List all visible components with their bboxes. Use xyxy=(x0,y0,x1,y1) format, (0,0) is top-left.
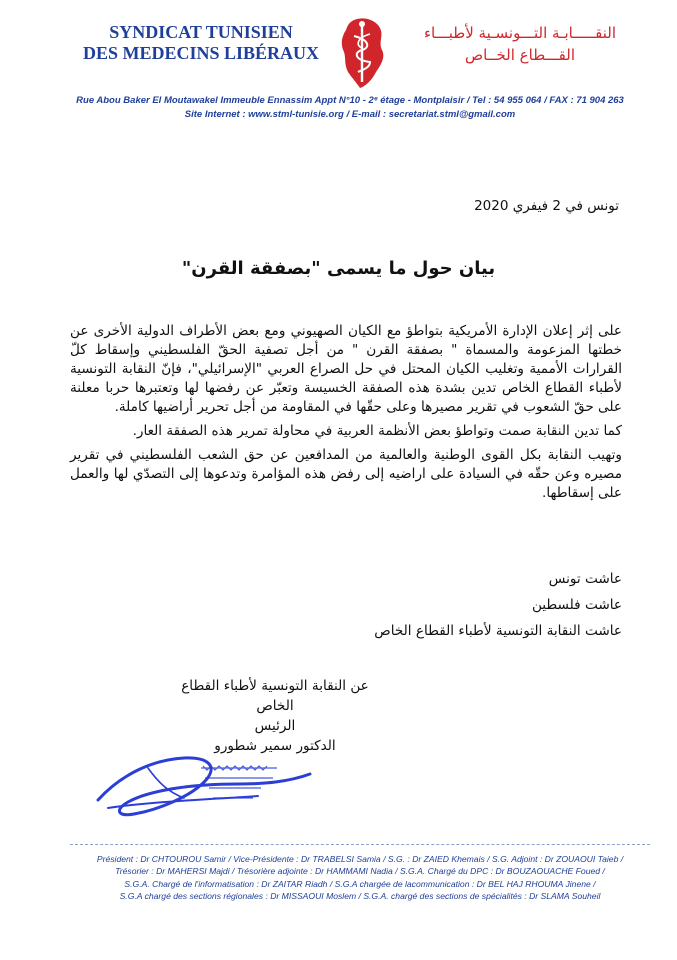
slogans-list xyxy=(374,566,622,644)
letter-date: تونس في 2 فيفري 2020 xyxy=(474,198,619,214)
footer-line-1: Président : Dr CHTOUROU Samir / Vice-Présidente : Dr TRABELSI Samia / S.G. : Dr ZAIED Khemais / S.G. Adjoint : Dr ZOUAOUI Taieb / xyxy=(96,854,624,864)
phone-fax-text: / Tel : 54 955 064 / FAX : 71 904 263 xyxy=(466,95,624,106)
footer-committee xyxy=(60,853,660,903)
slogan-3: عاشت النقابة التونسية لأطباء القطاع الخاص xyxy=(374,623,622,639)
org-name-arabic xyxy=(400,22,640,66)
org-name-french-line1: SYNDICAT TUNISIEN xyxy=(109,22,293,42)
org-name-arabic-line2: القـــطاع الخــاص xyxy=(464,46,576,64)
footer-line-4: S.G.A chargé des sections régionales : Dr MISSAOUI Moslem / S.G.A. chargé des sections de spécialités : Dr SLAMA Souheil xyxy=(119,891,601,902)
on-behalf-line: عن النقابة التونسية لأطباء القطاع الخاص xyxy=(181,678,369,714)
footer-divider xyxy=(70,844,650,845)
body-paragraph-3: وتهيب النقابة بكل القوى الوطنية والعالمية من المدافعين عن حق الشعب الفلسطيني في تقرير مصيره وعن حقّه في السيادة على اراضيه إلى رفض هذه المؤامرة وتدعوها إلى التصدّي لها والعمل على إسقاطها. xyxy=(70,447,622,501)
org-name-french-line2: DES MEDECINS LIBÉRAUX xyxy=(82,43,320,63)
letter-title: بيان حول ما يسمى "بصفقة القرن" xyxy=(181,258,496,279)
body-paragraph-1: على إثر إعلان الإدارة الأمريكية بتواطؤ مع الكيان الصهيوني ومع بعض الأطراف الدولية الأخرى عن خطتها المزعومة والمسماة " بصفقة القرن " من أجل تصفية الحقّ الفلسطيني وإسقاط كلّ القرارات الأممية وتغليب الكيان المحتل في حل الصراع العربي "الإسرائيلي"، فإنّ النقابة التونسية لأطباء القطاع الخاص تدين بشدة هذه الصفقة الخسيسة وتعبّر عن رفضها لها وتعتبرها حربا معلنة على حقّ الشعوب في تقرير مصيرها وعلى حقّها في المقاومة من أجل تحرير أراضيها كاملة. xyxy=(70,323,622,415)
letter-body xyxy=(70,322,622,508)
org-name-arabic-line1: النقـــــابـة التـــونسـية لأطبـــاء xyxy=(423,24,617,42)
signatory-role: الرئيس xyxy=(254,718,296,734)
signatory-name: الدكتور سمير شطورو xyxy=(214,738,336,754)
footer-line-3: S.G.A. Chargé de l'informatisation : Dr ZAITAR Riadh / S.G.A chargée de lacommunication : Dr BEL HAJ RHOUMA Jinene / xyxy=(124,878,596,889)
letterhead-address xyxy=(60,94,640,122)
slogan-1: عاشت تونس xyxy=(548,571,622,587)
site-email-text: Site Internet : www.stml-tunisie.org / E-mail : secretariat.stml@gmail.com xyxy=(184,109,516,120)
address-text: Rue Abou Baker El Moutawakel Immeuble Ennassim Appt N°10 - 2ᵉ étage - Montplaisir xyxy=(76,95,465,106)
caduceus-logo-icon xyxy=(330,12,394,90)
stamp-icon xyxy=(195,758,287,814)
body-paragraph-2: كما تدين النقابة صمت وتواطؤ بعض الأنظمة العربية في محاولة تمرير هذه الصفقة العار. xyxy=(132,423,622,439)
org-name-french xyxy=(72,22,330,64)
slogan-2: عاشت فلسطين xyxy=(531,597,622,613)
footer-line-2: Trésorier : Dr MAHERSI Majdi / Trésorière adjointe : Dr HAMMAMI Nadia / S.G.A. Chargé du DPC : Dr BOUZAOUACHE Foued / xyxy=(115,866,605,877)
